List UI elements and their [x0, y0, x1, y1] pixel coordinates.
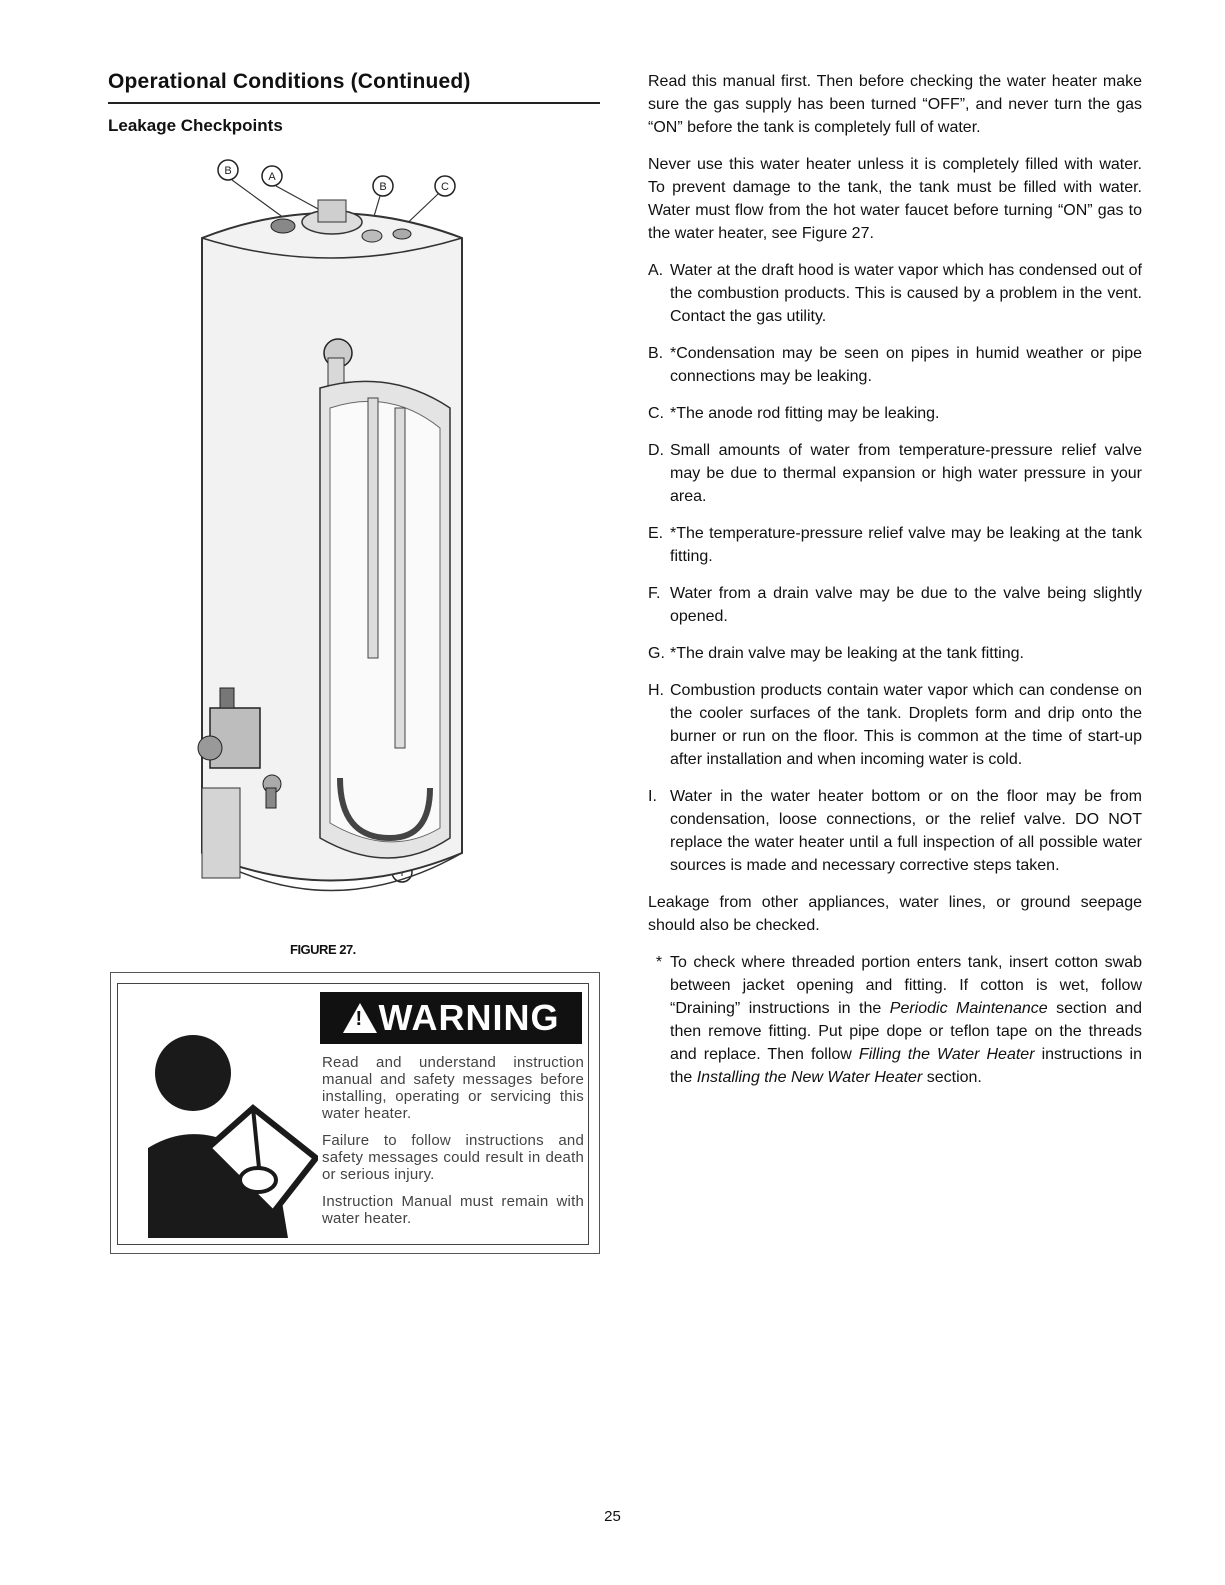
checkpoint-item: [648, 522, 1142, 568]
label-text: B: [379, 181, 387, 193]
checkpoint-text: *Condensation may be seen on pipes in humid weather or pipe connections may be leaking.: [670, 345, 1142, 385]
warning-label: [110, 972, 600, 1254]
checkpoint-text: *The drain valve may be leaking at the tank fitting.: [670, 645, 1024, 662]
checkpoint-text: Small amounts of water from temperature-pressure relief valve may be due to thermal expansion or high water pressure in your area.: [670, 442, 1142, 505]
section-subtitle: Leakage Checkpoints: [108, 116, 283, 135]
warning-banner-text: WARNING: [378, 997, 560, 1038]
warning-paragraph: Failure to follow instructions and safety messages could result in death or serious injury.: [322, 1132, 584, 1183]
checkpoint-item: [648, 582, 1142, 628]
checkpoint-item: [648, 679, 1142, 771]
water-heater-figure: [180, 148, 480, 940]
warning-paragraph: Instruction Manual must remain with water heater.: [322, 1193, 584, 1227]
warning-paragraph: Read and understand instruction manual and safety messages before installing, operating or servicing this water heater.: [322, 1054, 584, 1122]
footnote-text-part: To check where threaded portion enters tank, insert cotton swab between jacket opening and fitting. If cotton is wet, follow “Draining” instructions in the: [670, 954, 1142, 1017]
checkpoint-item: [648, 785, 1142, 877]
label-text: C: [441, 181, 449, 193]
page-title: Operational Conditions (Continued): [108, 70, 600, 104]
footnote-italic-ref: Periodic Maintenance: [889, 1000, 1048, 1017]
footnote-text-part: section.: [922, 1069, 982, 1086]
read-manual-icon: [138, 1008, 318, 1238]
checkpoint-item: [648, 342, 1142, 388]
checkpoint-marker: G.: [648, 645, 665, 662]
footnote-italic-ref: Installing the New Water Heater: [696, 1069, 923, 1086]
checkpoint-marker: B.: [648, 345, 664, 362]
footnote-marker: *: [655, 954, 663, 971]
checkpoint-text: Water in the water heater bottom or on the floor may be from condensation, loose connections, or the relief valve. DO NOT replace the water heater until a full inspection of all possible water sources is made and necessary corrective steps taken.: [670, 788, 1142, 874]
checkpoint-item: [648, 259, 1142, 328]
checkpoint-marker: D.: [648, 442, 664, 459]
other-sources-paragraph: Leakage from other appliances, water lines, or ground seepage should also be checked.: [648, 894, 1142, 934]
warning-banner: [320, 992, 582, 1044]
water-heater-illustration: [180, 148, 480, 940]
checkpoint-marker: E.: [648, 525, 664, 542]
footnote-text-part: section and then remove fitting. Put pipe dope or teflon tape on the threads and replace. Then follow: [670, 1000, 1143, 1063]
label-text: A: [268, 171, 276, 183]
footnote-text: [670, 951, 1142, 1089]
checkpoint-marker: I.: [648, 788, 657, 805]
footnote-text-part: instructions in the: [670, 1046, 1143, 1086]
checkpoint-marker: A.: [648, 262, 664, 279]
left-column: [108, 70, 600, 136]
warning-label-frame: [117, 983, 589, 1245]
checkpoint-item: [648, 439, 1142, 508]
checkpoint-text: Water at the draft hood is water vapor which has condensed out of the combustion products. This is caused by a problem in the vent. Contact the gas utility.: [670, 262, 1142, 325]
checkpoint-text: *The temperature-pressure relief valve may be leaking at the tank fitting.: [670, 525, 1142, 565]
footnote-italic-ref: Filling the Water Heater: [858, 1046, 1035, 1063]
checkpoint-marker: C.: [648, 405, 664, 422]
intro-paragraph: Read this manual first. Then before checking the water heater make sure the gas supply has been turned “OFF”, and never turn the gas “ON” before the tank is completely full of water.: [648, 73, 1142, 136]
warning-text: [322, 1054, 584, 1237]
checkpoint-text: Water from a drain valve may be due to the valve being slightly opened.: [670, 585, 1142, 625]
warning-triangle-icon: [343, 1003, 377, 1033]
checkpoint-text: Combustion products contain water vapor which can condense on the cooler surfaces of the tank. Droplets form and drip onto the burner or run on the floor. This is common at the time of start-up after installation and when incoming water is cold.: [670, 682, 1142, 768]
checkpoint-text: *The anode rod fitting may be leaking.: [670, 405, 940, 422]
figure-caption: FIGURE 27.: [290, 942, 356, 957]
checkpoint-item: [648, 642, 1142, 665]
right-column: [648, 70, 1142, 1103]
checkpoint-item: [648, 402, 1142, 425]
checkpoint-marker: F.: [648, 585, 661, 602]
footnote: [648, 951, 1142, 1089]
checkpoint-marker: H.: [648, 682, 664, 699]
intro-paragraph: Never use this water heater unless it is completely filled with water. To prevent damage to the tank, the tank must be filled with water. Water must flow from the hot water faucet before turning “ON” gas to the water heater, see Figure 27.: [648, 156, 1142, 242]
label-text: B: [224, 165, 232, 177]
page-number: 25: [604, 1508, 621, 1525]
